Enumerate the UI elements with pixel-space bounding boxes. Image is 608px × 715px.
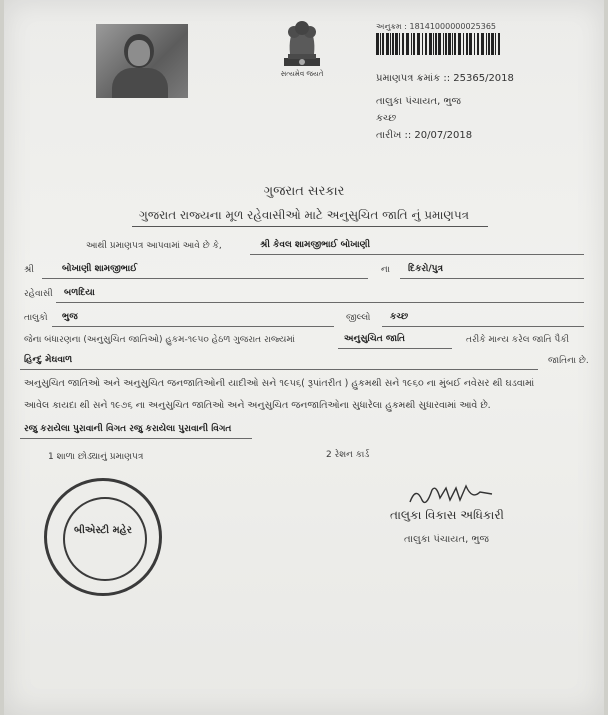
evidence-item-1: 1 શાળા છોડ્યાનું પ્રમાણપત્ર — [48, 452, 144, 462]
evidence-heading-line — [20, 438, 252, 439]
document-title: ગુજરાત સરકાર — [263, 184, 345, 199]
applicant-name: શ્રી કેવલ શામજીભાઈ બોખાણી — [260, 240, 371, 250]
applicant-name-line — [250, 254, 584, 255]
subtitle-underline — [132, 226, 488, 227]
caste-category: અનુસુચિત જાતિ — [344, 334, 405, 344]
stamp-text: બીએસ્ટી મહેર — [74, 525, 132, 536]
relation-label: ના — [381, 265, 390, 275]
emblem-motto: સત્યમેવ જયતે — [280, 70, 324, 78]
barcode — [376, 33, 502, 55]
evidence-heading: રજુ કરાયેલા પુરાવાની વિગત રજુ કરાયેલા પુરાવાની વિગત — [24, 424, 232, 434]
paragraph-line-2: આવેલ કાયદા થી સને ૧૯૭૬ ના અનુસુચિત જાતિઓ અને અનુસુચિત જનજાતિઓના સુધારેલા હુકમથી સુધારવામાં આવે છે. — [24, 400, 491, 411]
caste-suffix: જાતિના છે. — [548, 356, 589, 366]
taluka-value: ભુજ — [62, 312, 78, 322]
header-district: કચ્છ — [376, 113, 397, 124]
certificate-number: પ્રમાણપત્ર ક્રમાંક :: 25365/2018 — [376, 73, 514, 84]
intro-label: આથી પ્રમાણપત્ર આપવામાં આવે છે કે, — [86, 241, 222, 251]
official-stamp — [44, 478, 162, 596]
resident-value: બળદિયા — [64, 288, 95, 298]
district-label: જીલ્લો — [346, 313, 371, 323]
header-office: તાલુકા પંચાયત, ભુજ — [376, 96, 461, 107]
certificate-page — [4, 0, 604, 715]
document-subtitle: ગુજરાત રાજ્યના મૂળ રહેવાસીઓ માટે અનુસુચિત જાતિ નું પ્રમાણપત્ર — [138, 208, 470, 222]
caste-name-line — [20, 369, 538, 370]
evidence-item-2: 2 રેશન કાર્ડ — [326, 450, 370, 460]
recognition-text: તરીકે માન્ય કરેલ જાતિ પૈકી — [466, 335, 570, 345]
district-line — [382, 326, 584, 327]
serial-number: અનુક્રમ : 18141000000025365 — [376, 22, 497, 31]
resident-label: રહેવાસી — [24, 289, 53, 299]
order-text: જેના બંધારણના (અનુસુચિત જાતિઓ) હુકમ-૧૯૫૦ હેઠળ ગુજરાત રાજ્યમાં — [24, 335, 295, 345]
signature-office: તાલુકા પંચાયત, ભુજ — [404, 534, 489, 545]
relation-line — [400, 278, 584, 279]
applicant-photo — [96, 24, 188, 98]
paragraph-line-1: અનુસુચિત જાતિઓ અને અનુસુચિત જનજાતિઓની યાદીઓ સને ૧૯૫૬( રૂપાંતરીત ) હુકમથી સને ૧૯૬૦ ના મુંબઈ નવેસર થી ઘડવામાં — [24, 378, 535, 389]
caste-name: હિન્દુ મેઘવાળ — [24, 355, 73, 365]
father-name: બોખાણી શામજીભાઈ — [62, 264, 138, 274]
national-emblem-icon — [274, 14, 330, 78]
caste-category-line — [338, 348, 452, 349]
officer-signature — [406, 482, 516, 508]
resident-line — [56, 302, 584, 303]
father-name-line — [42, 278, 368, 279]
signature-designation: તાલુકા વિકાસ અધિકારી — [390, 508, 504, 522]
taluka-line — [52, 326, 334, 327]
district-value: કચ્છ — [390, 312, 409, 322]
relation-value: દિકરો/પુત્ર — [408, 264, 443, 274]
taluka-label: તાલુકો — [24, 313, 48, 323]
certificate-date: તારીખ :: 20/07/2018 — [376, 130, 473, 141]
shri-label: શ્રી — [24, 265, 34, 275]
